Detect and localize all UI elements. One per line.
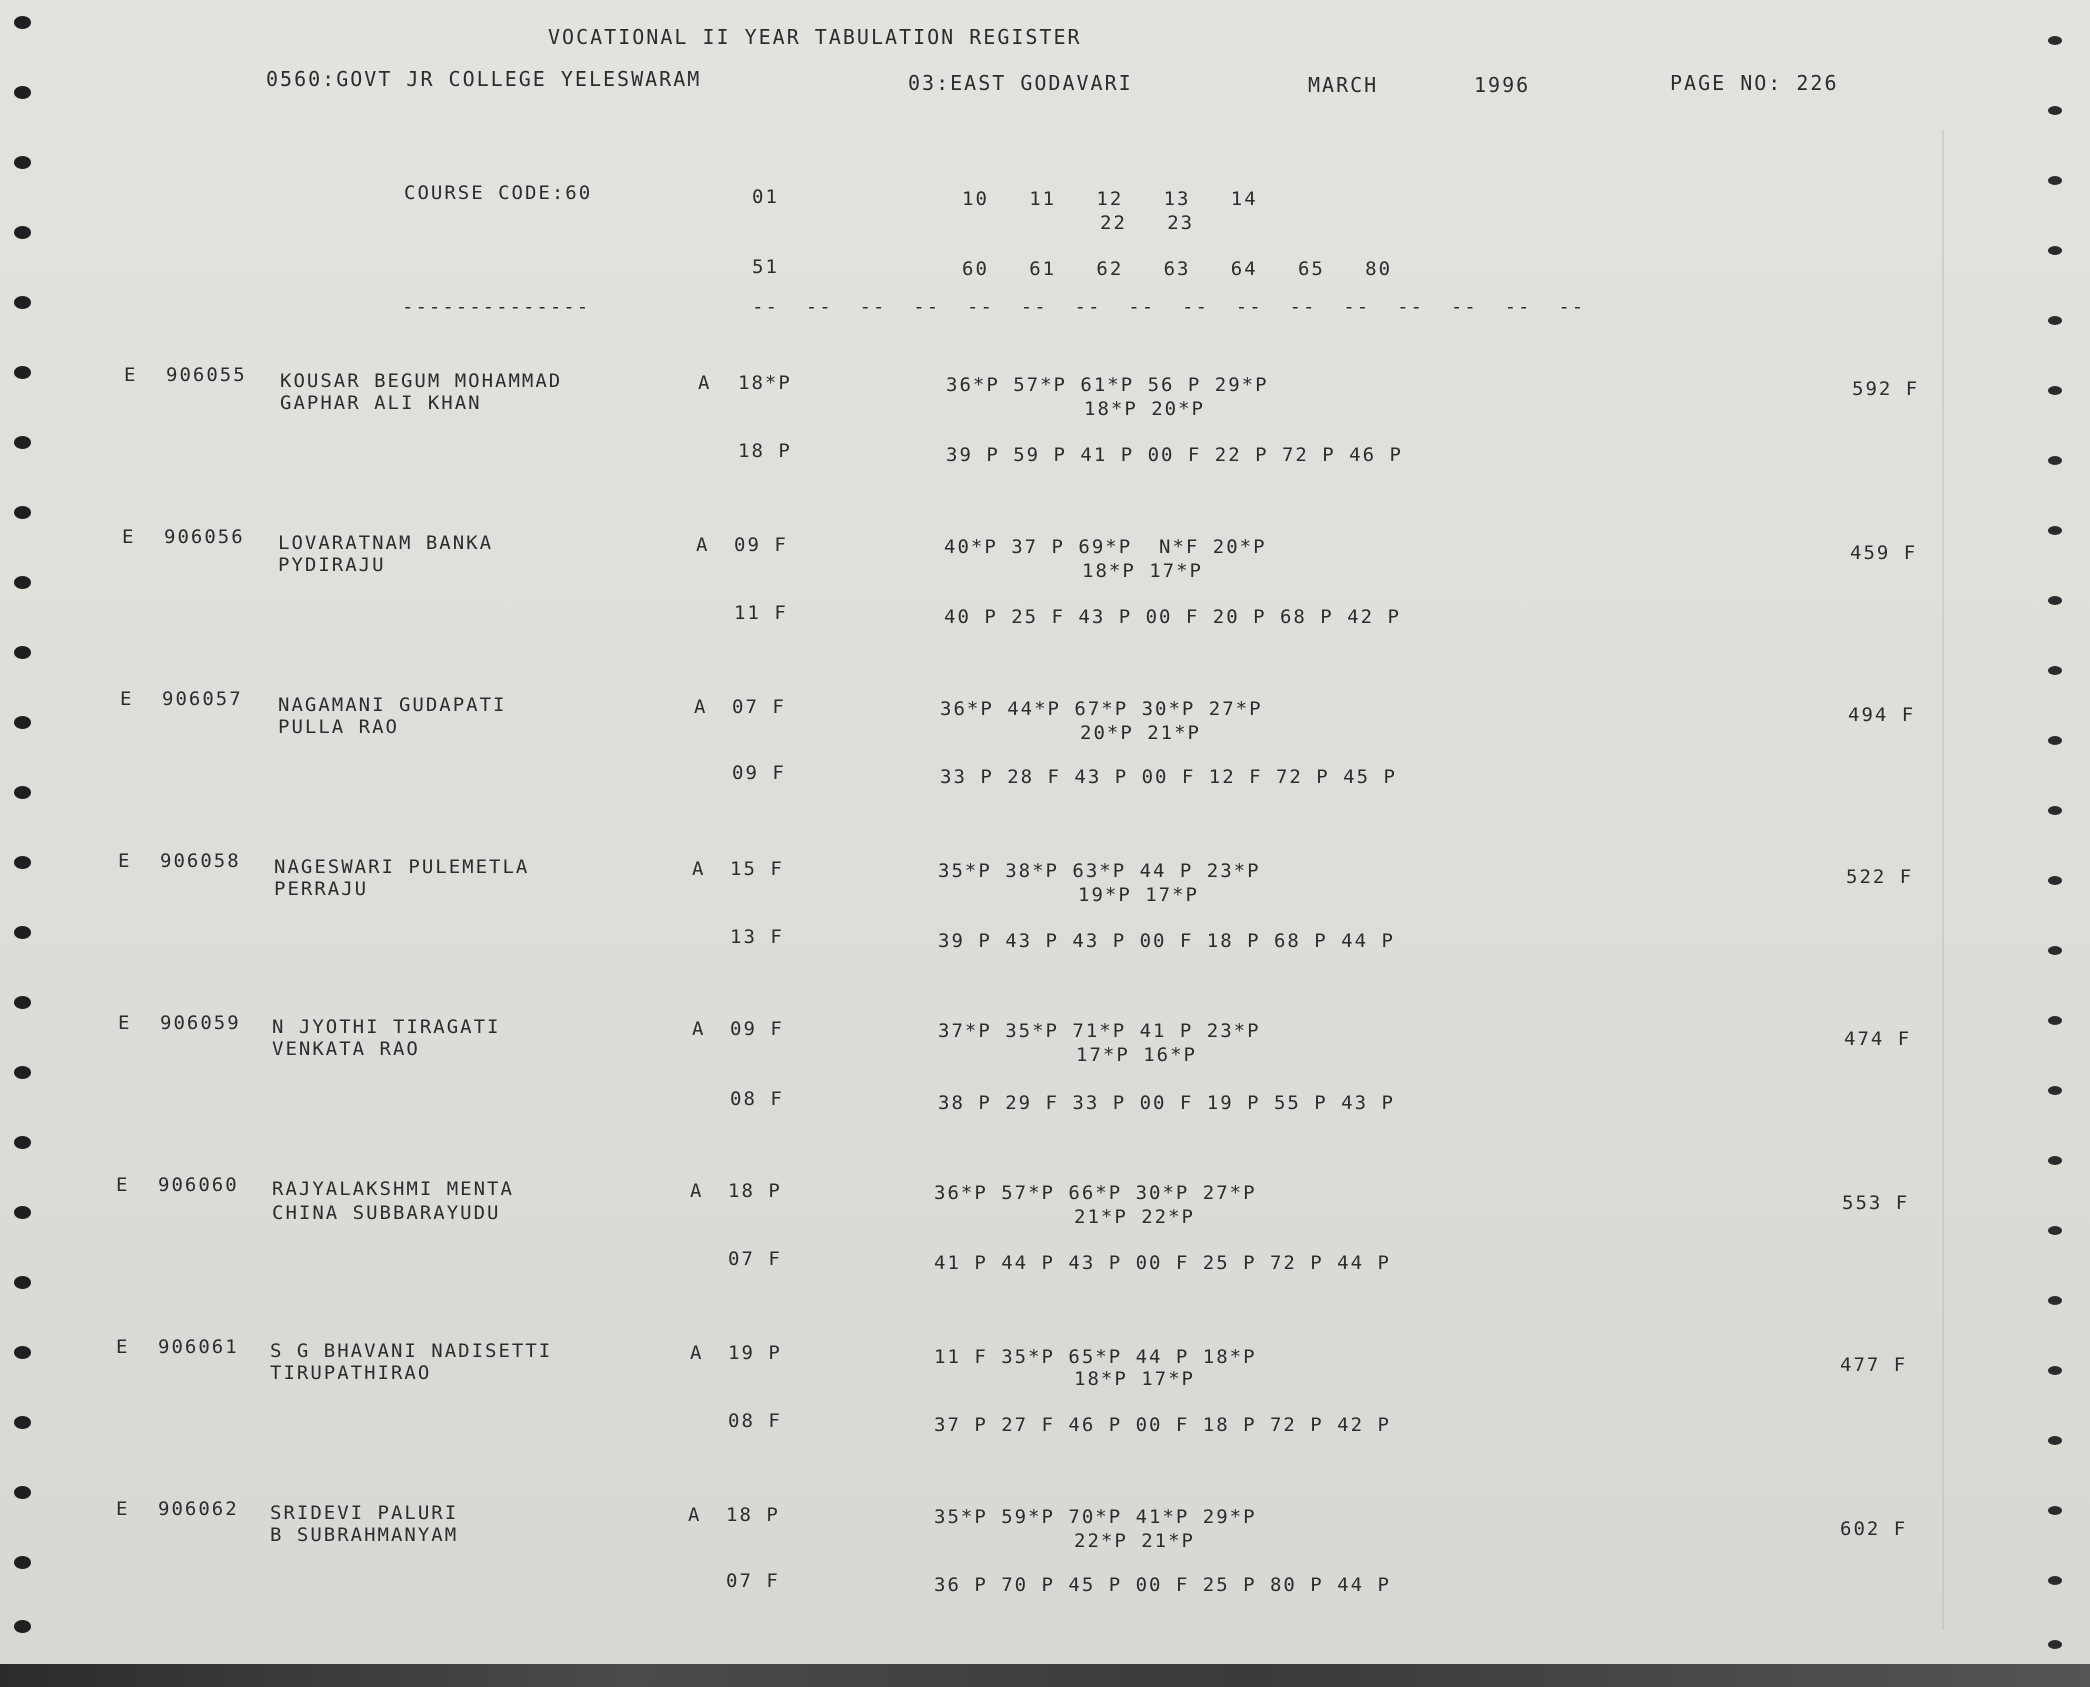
student-category: E	[116, 1174, 130, 1196]
tractor-hole	[2048, 246, 2062, 255]
subject-marks-2: 41 P 44 P 43 P 00 F 25 P 72 P 44 P	[934, 1252, 1391, 1274]
exam-month: MARCH	[1308, 73, 1379, 97]
tractor-hole	[14, 576, 31, 589]
subject-marks-1: 36*P 44*P 67*P 30*P 27*P	[940, 698, 1263, 720]
parent-name: B SUBRAHMANYAM	[270, 1524, 459, 1546]
language-mark-2: 18 P	[738, 440, 792, 462]
tractor-hole	[14, 296, 31, 309]
subject-marks-1b: 17*P 16*P	[1076, 1044, 1197, 1066]
hall-ticket-number: 906060	[158, 1174, 239, 1196]
language-mark-1: 15 F	[730, 858, 784, 880]
tractor-hole	[2048, 1506, 2062, 1515]
tractor-hole	[2048, 946, 2062, 955]
language-mark-1: 18 P	[726, 1504, 780, 1526]
tractor-hole	[14, 1346, 31, 1359]
total-result: 522 F	[1846, 866, 1914, 888]
language-mark-1: 09 F	[734, 534, 788, 556]
scanner-bottom-edge	[0, 1664, 2090, 1687]
tractor-hole	[14, 926, 31, 939]
subject-marks-1b: 20*P 21*P	[1080, 722, 1201, 744]
tractor-hole	[14, 1276, 31, 1289]
tractor-hole	[14, 1486, 31, 1499]
student-name: LOVARATNAM BANKA	[278, 532, 494, 554]
subject-marks-2: 39 P 59 P 41 P 00 F 22 P 72 P 46 P	[946, 444, 1403, 466]
tractor-hole	[2048, 736, 2062, 745]
tractor-hole	[2048, 1576, 2062, 1585]
hall-ticket-number: 906059	[160, 1012, 241, 1034]
student-category: E	[118, 1012, 132, 1034]
parent-name: PULLA RAO	[278, 716, 399, 738]
page-number: PAGE NO: 226	[1670, 71, 1839, 95]
parent-name: PYDIRAJU	[278, 554, 386, 576]
group-code: A	[692, 858, 706, 880]
student-name: KOUSAR BEGUM MOHAMMAD	[280, 370, 563, 392]
student-name: RAJYALAKSHMI MENTA	[272, 1178, 514, 1200]
subject-marks-1: 36*P 57*P 61*P 56 P 29*P	[946, 374, 1269, 396]
total-result: 494 F	[1848, 704, 1916, 726]
course-code: COURSE CODE:60	[404, 182, 593, 204]
language-mark-1: 07 F	[732, 696, 786, 718]
tractor-hole	[2048, 806, 2062, 815]
course-subject-codes-1: 10 11 12 13 14	[962, 188, 1258, 210]
parent-name: PERRAJU	[274, 878, 369, 900]
total-result: 553 F	[1842, 1192, 1910, 1214]
tractor-hole	[2048, 316, 2062, 325]
language-mark-2: 09 F	[732, 762, 786, 784]
tractor-hole	[2048, 1296, 2062, 1305]
hall-ticket-number: 906062	[158, 1498, 239, 1520]
hall-ticket-number: 906058	[160, 850, 241, 872]
student-name: NAGESWARI PULEMETLA	[274, 856, 530, 878]
tractor-hole	[2048, 36, 2062, 45]
tractor-hole	[14, 996, 31, 1009]
tractor-hole	[14, 1620, 31, 1633]
parent-name: CHINA SUBBARAYUDU	[272, 1202, 501, 1224]
student-category: E	[116, 1498, 130, 1520]
student-name: NAGAMANI GUDAPATI	[278, 694, 507, 716]
right-tractor-holes	[2048, 0, 2078, 1660]
language-mark-2: 13 F	[730, 926, 784, 948]
tractor-hole	[14, 366, 31, 379]
course-col-lang1: 01	[752, 186, 779, 208]
tractor-hole	[14, 1066, 31, 1079]
tractor-hole	[14, 1556, 31, 1569]
total-result: 592 F	[1852, 378, 1920, 400]
subject-marks-2: 36 P 70 P 45 P 00 F 25 P 80 P 44 P	[934, 1574, 1391, 1596]
subject-marks-2: 40 P 25 F 43 P 00 F 20 P 68 P 42 P	[944, 606, 1401, 628]
language-mark-2: 08 F	[730, 1088, 784, 1110]
language-mark-1: 19 P	[728, 1342, 782, 1364]
subject-marks-1: 11 F 35*P 65*P 44 P 18*P	[934, 1346, 1257, 1368]
course-subject-codes-1b: 22 23	[1100, 212, 1195, 234]
total-result: 459 F	[1850, 542, 1918, 564]
tractor-hole	[2048, 1086, 2062, 1095]
subject-marks-2: 39 P 43 P 43 P 00 F 18 P 68 P 44 P	[938, 930, 1395, 952]
student-name: S G BHAVANI NADISETTI	[270, 1340, 553, 1362]
course-col-lang2: 51	[752, 256, 779, 278]
total-result: 474 F	[1844, 1028, 1912, 1050]
subject-marks-2: 33 P 28 F 43 P 00 F 12 F 72 P 45 P	[940, 766, 1397, 788]
tractor-hole	[14, 856, 31, 869]
subject-marks-1: 37*P 35*P 71*P 41 P 23*P	[938, 1020, 1261, 1042]
language-mark-1: 18 P	[728, 1180, 782, 1202]
tractor-hole	[14, 436, 31, 449]
tractor-hole	[14, 1206, 31, 1219]
language-mark-2: 11 F	[734, 602, 788, 624]
tractor-hole	[14, 786, 31, 799]
subject-marks-1: 36*P 57*P 66*P 30*P 27*P	[934, 1182, 1257, 1204]
hall-ticket-number: 906061	[158, 1336, 239, 1358]
hall-ticket-number: 906056	[164, 526, 245, 548]
hall-ticket-number: 906055	[166, 364, 247, 386]
divider-name: --------------	[402, 296, 591, 318]
subject-marks-1b: 18*P 17*P	[1082, 560, 1203, 582]
divider-columns: -- -- -- -- -- -- -- -- -- -- -- -- -- -- -- --	[752, 296, 1586, 318]
group-code: A	[688, 1504, 702, 1526]
language-mark-1: 09 F	[730, 1018, 784, 1040]
group-code: A	[690, 1342, 704, 1364]
language-mark-2: 08 F	[728, 1410, 782, 1432]
tractor-hole	[2048, 1366, 2062, 1375]
group-code: A	[698, 372, 712, 394]
subject-marks-1b: 18*P 20*P	[1084, 398, 1205, 420]
tractor-hole	[2048, 1436, 2062, 1445]
language-mark-1: 18*P	[738, 372, 792, 394]
subject-marks-1b: 18*P 17*P	[1074, 1368, 1195, 1390]
student-category: E	[122, 526, 136, 548]
tractor-hole	[14, 86, 31, 99]
college-name: 0560:GOVT JR COLLEGE YELESWARAM	[266, 67, 702, 91]
group-code: A	[696, 534, 710, 556]
subject-marks-1: 35*P 59*P 70*P 41*P 29*P	[934, 1506, 1257, 1528]
group-code: A	[692, 1018, 706, 1040]
subject-marks-1: 35*P 38*P 63*P 44 P 23*P	[938, 860, 1261, 882]
student-name: SRIDEVI PALURI	[270, 1502, 459, 1524]
subject-marks-1b: 22*P 21*P	[1074, 1530, 1195, 1552]
tractor-hole	[2048, 386, 2062, 395]
subject-marks-1b: 19*P 17*P	[1078, 884, 1199, 906]
tractor-hole	[14, 506, 31, 519]
tractor-hole	[2048, 526, 2062, 535]
tractor-hole	[14, 226, 31, 239]
exam-year: 1996	[1474, 73, 1531, 97]
tractor-hole	[2048, 596, 2062, 605]
tractor-hole	[14, 156, 31, 169]
tractor-hole	[2048, 1016, 2062, 1025]
left-tractor-holes	[14, 0, 44, 1660]
tractor-hole	[14, 1416, 31, 1429]
parent-name: VENKATA RAO	[272, 1038, 420, 1060]
course-subject-codes-2: 60 61 62 63 64 65 80	[962, 258, 1393, 280]
tractor-hole	[2048, 456, 2062, 465]
language-mark-2: 07 F	[728, 1248, 782, 1270]
tractor-hole	[2048, 1226, 2062, 1235]
tractor-hole	[2048, 176, 2062, 185]
hall-ticket-number: 906057	[162, 688, 243, 710]
tractor-hole	[2048, 666, 2062, 675]
subject-marks-2: 38 P 29 F 33 P 00 F 19 P 55 P 43 P	[938, 1092, 1395, 1114]
tractor-hole	[2048, 106, 2062, 115]
language-mark-2: 07 F	[726, 1570, 780, 1592]
tractor-hole	[2048, 876, 2062, 885]
total-result: 477 F	[1840, 1354, 1908, 1376]
tractor-hole	[14, 1136, 31, 1149]
group-code: A	[694, 696, 708, 718]
tractor-hole	[14, 716, 31, 729]
tractor-hole	[14, 646, 31, 659]
parent-name: TIRUPATHIRAO	[270, 1362, 432, 1384]
tractor-hole	[2048, 1156, 2062, 1165]
tractor-hole	[2048, 1640, 2062, 1649]
group-code: A	[690, 1180, 704, 1202]
student-category: E	[116, 1336, 130, 1358]
student-name: N JYOTHI TIRAGATI	[272, 1016, 501, 1038]
tractor-hole	[14, 16, 31, 29]
subject-marks-2: 37 P 27 F 46 P 00 F 18 P 72 P 42 P	[934, 1414, 1391, 1436]
subject-marks-1: 40*P 37 P 69*P N*F 20*P	[944, 536, 1267, 558]
subject-marks-1b: 21*P 22*P	[1074, 1206, 1195, 1228]
district-name: 03:EAST GODAVARI	[908, 71, 1133, 95]
student-category: E	[120, 688, 134, 710]
student-category: E	[124, 364, 138, 386]
margin-line	[1942, 130, 1944, 1630]
student-category: E	[118, 850, 132, 872]
register-title: VOCATIONAL II YEAR TABULATION REGISTER	[548, 25, 1082, 49]
parent-name: GAPHAR ALI KHAN	[280, 392, 482, 414]
total-result: 602 F	[1840, 1518, 1908, 1540]
